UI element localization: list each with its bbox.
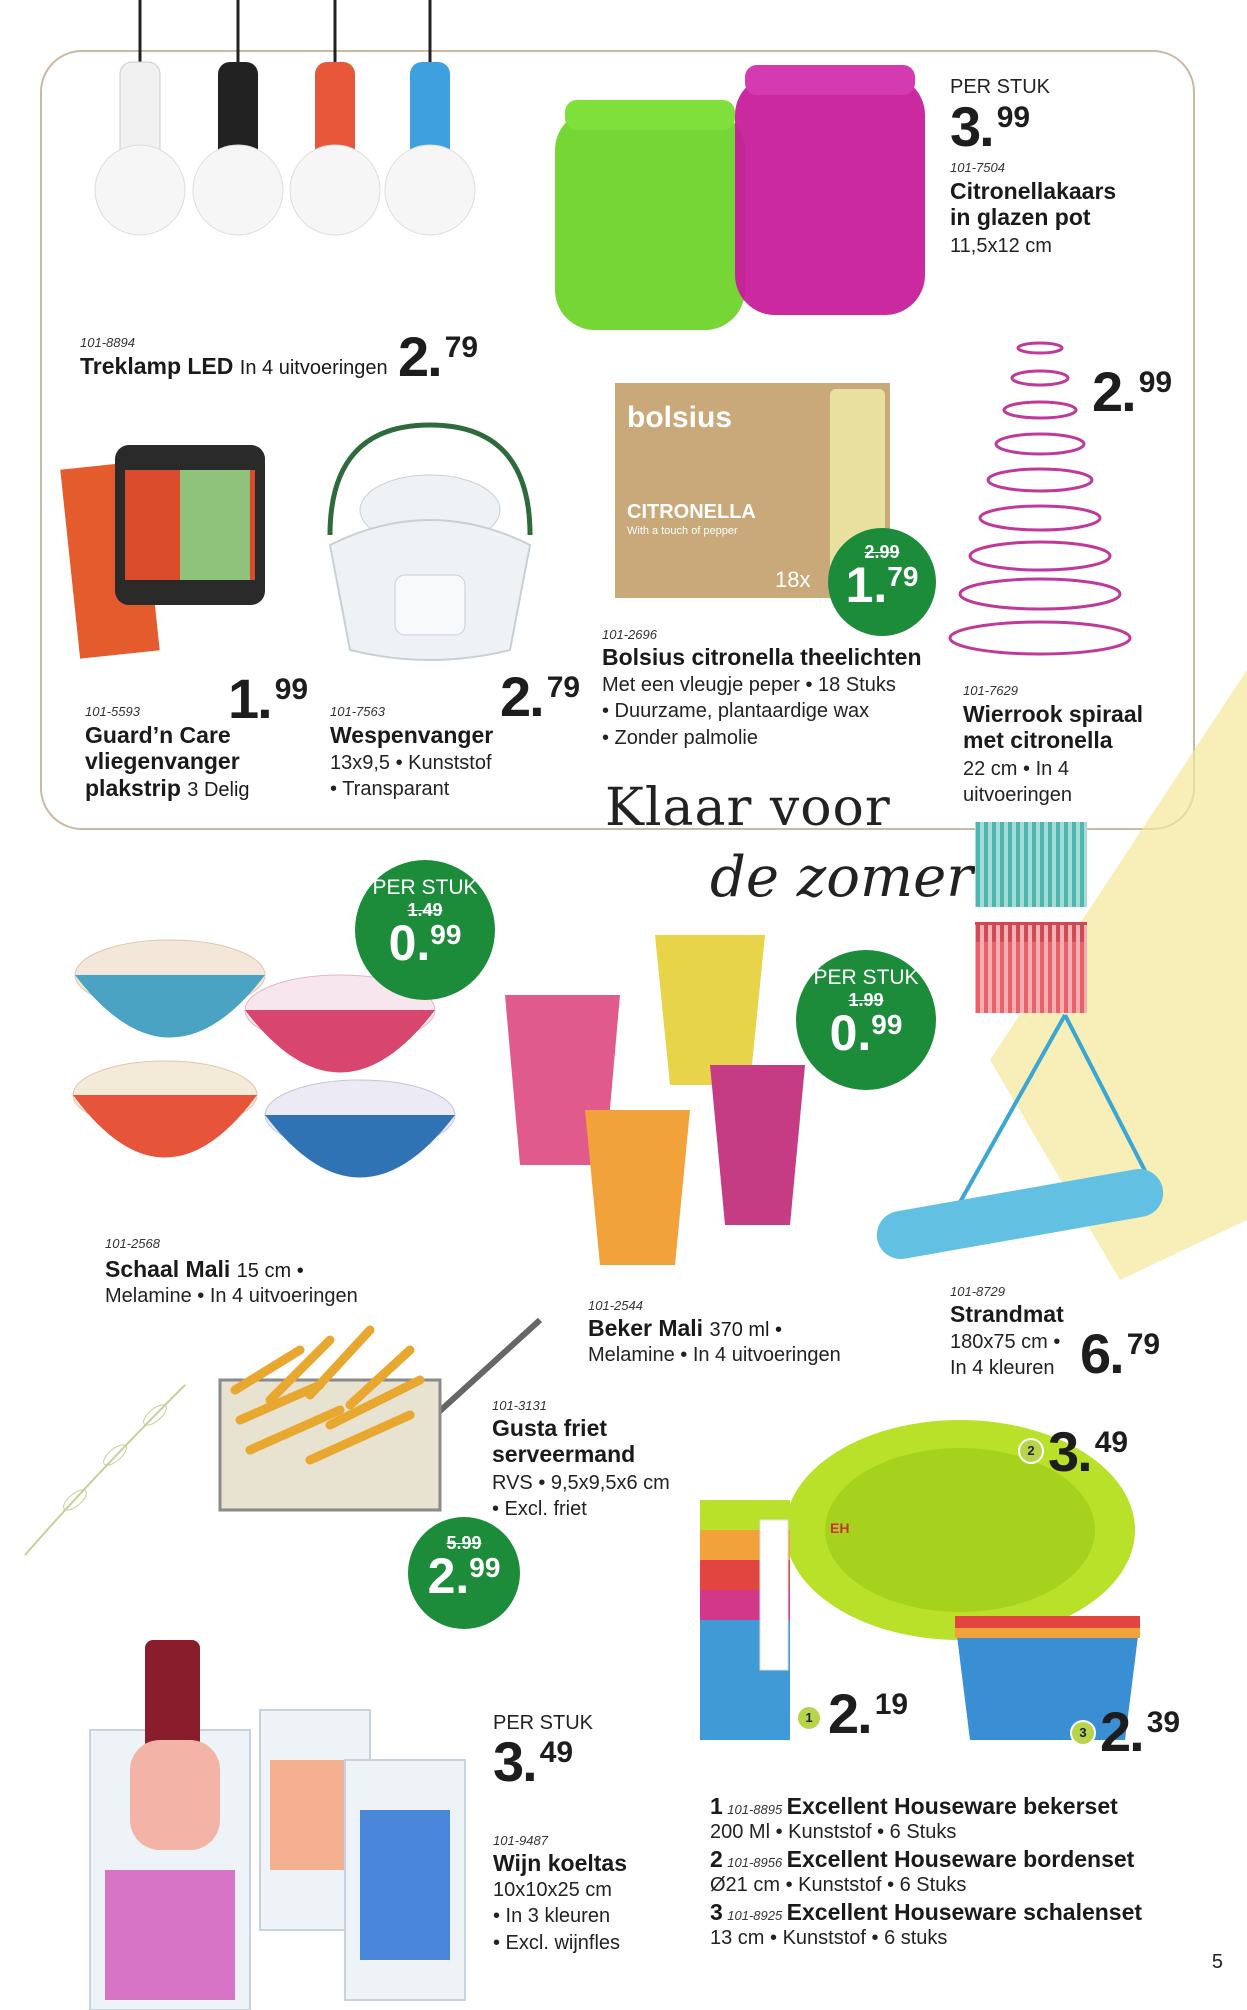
beker-desc: Melamine • In 4 uitvoeringen: [588, 1344, 841, 1366]
koeltas-name: Wijn koeltas: [493, 1850, 627, 1876]
citronellakaars-code: 101-7504: [950, 160, 1005, 175]
wespenvanger-image: [300, 425, 560, 675]
price-dec: 99: [469, 1552, 501, 1583]
bolsius-desc: [602, 672, 896, 751]
houseware-list: [710, 1793, 1210, 1951]
item-name: Excellent Houseware bekerset: [786, 1793, 1118, 1819]
new-price: 1 . 79: [845, 557, 919, 613]
item-num: 3: [710, 1898, 723, 1925]
price-dec: 79: [887, 561, 919, 592]
desc-line: 10x10x25 cm: [493, 1879, 612, 1901]
strandmat-price: 6 . 79: [1080, 1322, 1161, 1385]
treklamp-image: [80, 0, 410, 300]
name-line: Wierrook spiraal: [963, 701, 1144, 727]
bolsius-name: Bolsius citronella theelichten: [602, 644, 922, 670]
guard-price: 1 . 99: [228, 667, 309, 730]
item-code: 101-8925: [727, 1907, 783, 1923]
desc-line: • Duurzame, plantaardige wax: [602, 700, 870, 723]
botanical-decoration: [15, 1365, 195, 1565]
per-stuk: PER STUK: [372, 876, 478, 899]
beker-name: [588, 1315, 782, 1342]
price-int: 3: [493, 1730, 523, 1793]
name-line: serveermand: [492, 1441, 636, 1468]
price-int: 2: [398, 325, 428, 388]
bolsius-code: 101-2696: [602, 627, 657, 642]
bolsius-box-label: CITRONELLA: [627, 501, 756, 523]
citronellakaars-per-stuk: PER STUK: [950, 76, 1051, 98]
citronellakaars-desc: 11,5x12 cm: [950, 235, 1052, 257]
price-dec: 19: [874, 1688, 909, 1721]
desc-line: 15 cm •: [236, 1260, 304, 1282]
houseware-price-1: 2 . 19: [828, 1682, 909, 1745]
citronellakaars-name: [950, 178, 1116, 231]
wierrook-code: 101-7629: [963, 683, 1018, 698]
name-line: met citronella: [963, 727, 1113, 754]
strandmat-desc: [950, 1329, 1060, 1382]
schaal-price-badge: [355, 860, 495, 1000]
item-num: 2: [710, 1845, 723, 1872]
beker-image: [505, 935, 815, 1275]
houseware-item: [710, 1846, 1210, 1899]
name-text: Beker Mali: [588, 1315, 704, 1341]
houseware-price-3: 2 . 39: [1100, 1700, 1181, 1763]
houseware-item: [710, 1899, 1210, 1952]
koeltas-image: [70, 1580, 490, 2010]
price-int: 2: [1100, 1700, 1130, 1763]
item-desc: 200 Ml • Kunststof • 6 Stuks: [710, 1821, 957, 1844]
wespenvanger-desc: [330, 750, 492, 803]
page-number: 5: [1211, 1951, 1223, 1973]
desc-line: In 4 kleuren: [950, 1357, 1055, 1380]
price-dec: 99: [274, 673, 309, 706]
price-int: 0: [388, 915, 417, 971]
price-int: 2: [828, 1682, 858, 1745]
friet-name: [492, 1415, 635, 1468]
price-dec: 79: [546, 671, 581, 704]
price-dec: 49: [1094, 1426, 1129, 1459]
new-price: 0 . 99: [829, 1005, 903, 1061]
item-desc: 13 cm • Kunststof • 6 stuks: [710, 1927, 948, 1950]
name-line: vliegenvanger: [85, 748, 240, 775]
price-int: 6: [1080, 1322, 1110, 1385]
price-dec: 79: [1126, 1328, 1161, 1361]
old-price: 1.49: [407, 900, 443, 920]
desc-line: • Zonder palmolie: [602, 726, 758, 749]
name-line: Citronellakaars: [950, 178, 1117, 204]
houseware-num-3: 3: [1070, 1720, 1096, 1746]
wespenvanger-name: Wespenvanger: [330, 722, 494, 748]
name-line: Gusta friet: [492, 1415, 608, 1441]
desc-line: • In 3 kleuren: [493, 1905, 611, 1928]
old-price: 5.99: [446, 1533, 482, 1553]
headline-line2: de zomer: [710, 845, 974, 910]
desc-line: • Excl. wijnfles: [493, 1931, 621, 1954]
koeltas-code: 101-9487: [493, 1833, 548, 1848]
desc-line: RVS • 9,5x9,5x6 cm: [492, 1472, 670, 1494]
price-dec: 49: [539, 1736, 574, 1769]
citronellakaars-image: [555, 65, 925, 355]
desc-line: uitvoeringen: [963, 784, 1072, 807]
price-dec: 79: [444, 331, 479, 364]
per-stuk: PER STUK: [813, 966, 919, 989]
wespenvanger-price: 2 . 79: [500, 665, 581, 728]
old-price: 1.99: [848, 990, 884, 1010]
schaal-desc: Melamine • In 4 uitvoeringen: [105, 1285, 358, 1307]
wierrook-price: 2 . 99: [1092, 360, 1173, 423]
bolsius-box-sub: With a touch of pepper: [627, 525, 738, 537]
desc-line: 370 ml •: [709, 1319, 783, 1341]
guard-desc: 3 Delig: [187, 778, 250, 801]
treklamp-price: 2 . 79: [398, 325, 479, 388]
price-int: 3: [1048, 1420, 1078, 1483]
houseware-num-1: 1: [796, 1705, 822, 1731]
item-name: Excellent Houseware schalenset: [786, 1898, 1143, 1925]
price-int: 1: [228, 667, 258, 730]
price-int: 2: [500, 665, 530, 728]
treklamp-desc: In 4 uitvoeringen: [239, 357, 388, 379]
vliegenvanger-image: [70, 425, 270, 655]
beker-code: 101-2544: [588, 1298, 643, 1313]
bolsius-price-badge: [828, 528, 936, 636]
koeltas-price: 3 . 49: [493, 1730, 574, 1793]
price-dec: 99: [871, 1009, 903, 1040]
friet-code: 101-3131: [492, 1398, 547, 1413]
price-dec: 99: [430, 919, 462, 950]
treklamp-code: 101-8894: [80, 335, 135, 350]
guard-name: [85, 722, 250, 802]
item-name: Excellent Houseware bordenset: [786, 1845, 1135, 1872]
houseware-price-2: 3 . 49: [1048, 1420, 1129, 1483]
bolsius-box-count: 18x: [775, 567, 811, 592]
item-code: 101-8956: [727, 1854, 783, 1870]
price-int: 0: [829, 1005, 858, 1061]
desc-line: • Excl. friet: [492, 1498, 587, 1521]
desc-line: 13x9,5 • Kunststof: [330, 752, 492, 774]
item-code: 101-8895: [727, 1802, 783, 1817]
koeltas-desc: [493, 1877, 620, 1956]
price-int: 1: [845, 557, 874, 613]
item-num: 1: [710, 1793, 723, 1819]
desc-line: 22 cm • In 4: [963, 758, 1069, 780]
price-int: 2: [427, 1548, 456, 1604]
strandmat-name: Strandmat: [950, 1301, 1064, 1327]
beker-price-badge: [796, 950, 936, 1090]
treklamp-name-text: Treklamp LED: [80, 353, 234, 379]
desc-line: • Transparant: [330, 778, 450, 801]
old-price: 2.99: [864, 542, 900, 562]
schaal-code: 101-2568: [105, 1236, 160, 1251]
name-text: Schaal Mali: [105, 1256, 231, 1282]
price-dec: 99: [1138, 366, 1173, 399]
schaal-name: [105, 1256, 304, 1283]
price-dec: 99: [996, 101, 1031, 134]
price-int: 2: [1092, 360, 1122, 423]
strandmat-code: 101-8729: [950, 1284, 1005, 1299]
new-price: 2 . 99: [427, 1548, 501, 1604]
citronellakaars-price: 3 . 99: [950, 95, 1031, 158]
new-price: 0 . 99: [388, 915, 462, 971]
name-line: Guard’n Care: [85, 722, 231, 748]
name-line: in glazen pot: [950, 204, 1091, 231]
name-line: plakstrip: [85, 774, 181, 801]
treklamp-name: [80, 353, 388, 380]
houseware-pack-brand: EH: [830, 1520, 850, 1536]
guard-code: 101-5593: [85, 704, 140, 719]
koeltas-per-stuk: PER STUK: [493, 1712, 594, 1734]
headline-line1: Klaar voor: [605, 778, 891, 838]
bolsius-brand: bolsius: [627, 401, 733, 434]
price-int: 3: [950, 95, 980, 158]
desc-line: Met een vleugje peper • 18 Stuks: [602, 674, 896, 696]
houseware-num-2: 2: [1018, 1438, 1044, 1464]
wespenvanger-code: 101-7563: [330, 704, 385, 719]
desc-line: 180x75 cm •: [950, 1331, 1061, 1353]
price-dec: 39: [1146, 1706, 1181, 1739]
friet-desc: [492, 1470, 670, 1523]
houseware-item: [710, 1793, 1210, 1846]
item-desc: Ø21 cm • Kunststof • 6 Stuks: [710, 1874, 967, 1897]
